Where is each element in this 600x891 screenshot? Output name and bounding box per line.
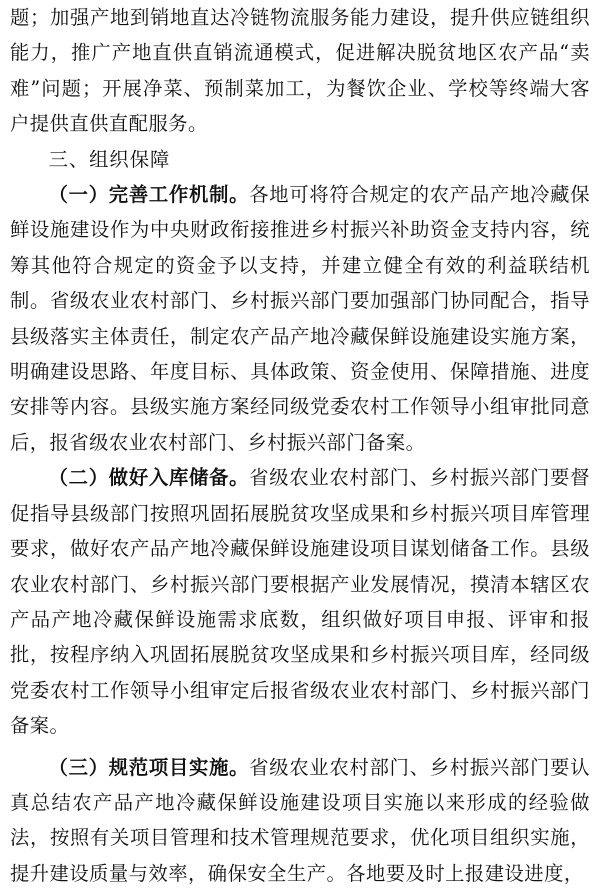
subsection-title: （二）做好入库储备。 [48, 466, 250, 490]
section-heading: 三、组织保障 [48, 147, 171, 171]
subsection-title: （一）完善工作机制。 [48, 183, 250, 207]
subsection-title: （三）规范项目实施。 [48, 755, 250, 779]
paragraph-project-implementation [10, 750, 590, 891]
paragraph-storage-reserve [10, 460, 590, 743]
subsection-body: 省级农业农村部门、乡村振兴部门要督促指导县级部门按照巩固拓展脱贫攻坚成果和乡村振兴项目库管理要求，做好农产品产地冷藏保鲜设施建设项目谋划储备工作。县级农业农村部门、乡村振兴部门要根据产业发展情况，摸清本辖区农产品产地冷藏保鲜设施需求底数，组织做好项目申报、评审和报批，按程序纳入巩固拓展脱贫攻坚成果和乡村振兴项目库，经同级党委农村工作领导小组审定后报省级农业农村部门、乡村振兴部门备案。 [10, 466, 590, 738]
subsection-body: 各地可将符合规定的农产品产地冷藏保鲜设施建设作为中央财政衔接推进乡村振兴补助资金支持内容，统筹其他符合规定的资金予以支持，并建立健全有效的利益联结机制。省级农业农村部门、乡村振兴部门要加强部门协同配合，指导县级落实主体责任，制定农产品产地冷藏保鲜设施建设实施方案，明确建设思路、年度目标、具体政策、资金使用、保障措施、进度安排等内容。县级实施方案经同级党委农村工作领导小组审批同意后，报省级农业农村部门、乡村振兴部门备案。 [10, 183, 590, 454]
subsection-body: 省级农业农村部门、乡村振兴部门要认真总结农产品产地冷藏保鲜设施建设项目实施以来形成的经验做法，按照有关项目管理和技术管理规范要求，优化项目组织实施，提升建设质量与效率，确保安全生产。各地要及时上报建设进度， [10, 755, 590, 885]
paragraph-continued: 题；加强产地到销地直达冷链物流服务能力建设，提升供应链组织能力，推广产地直供直销流通模式，促进解决脱贫地区农产品“卖难”问题；开展净菜、预制菜加工，为餐饮企业、学校等终端大客户提供直供直配服务。 [10, 6, 590, 136]
paragraph-work-mechanism [10, 177, 590, 460]
